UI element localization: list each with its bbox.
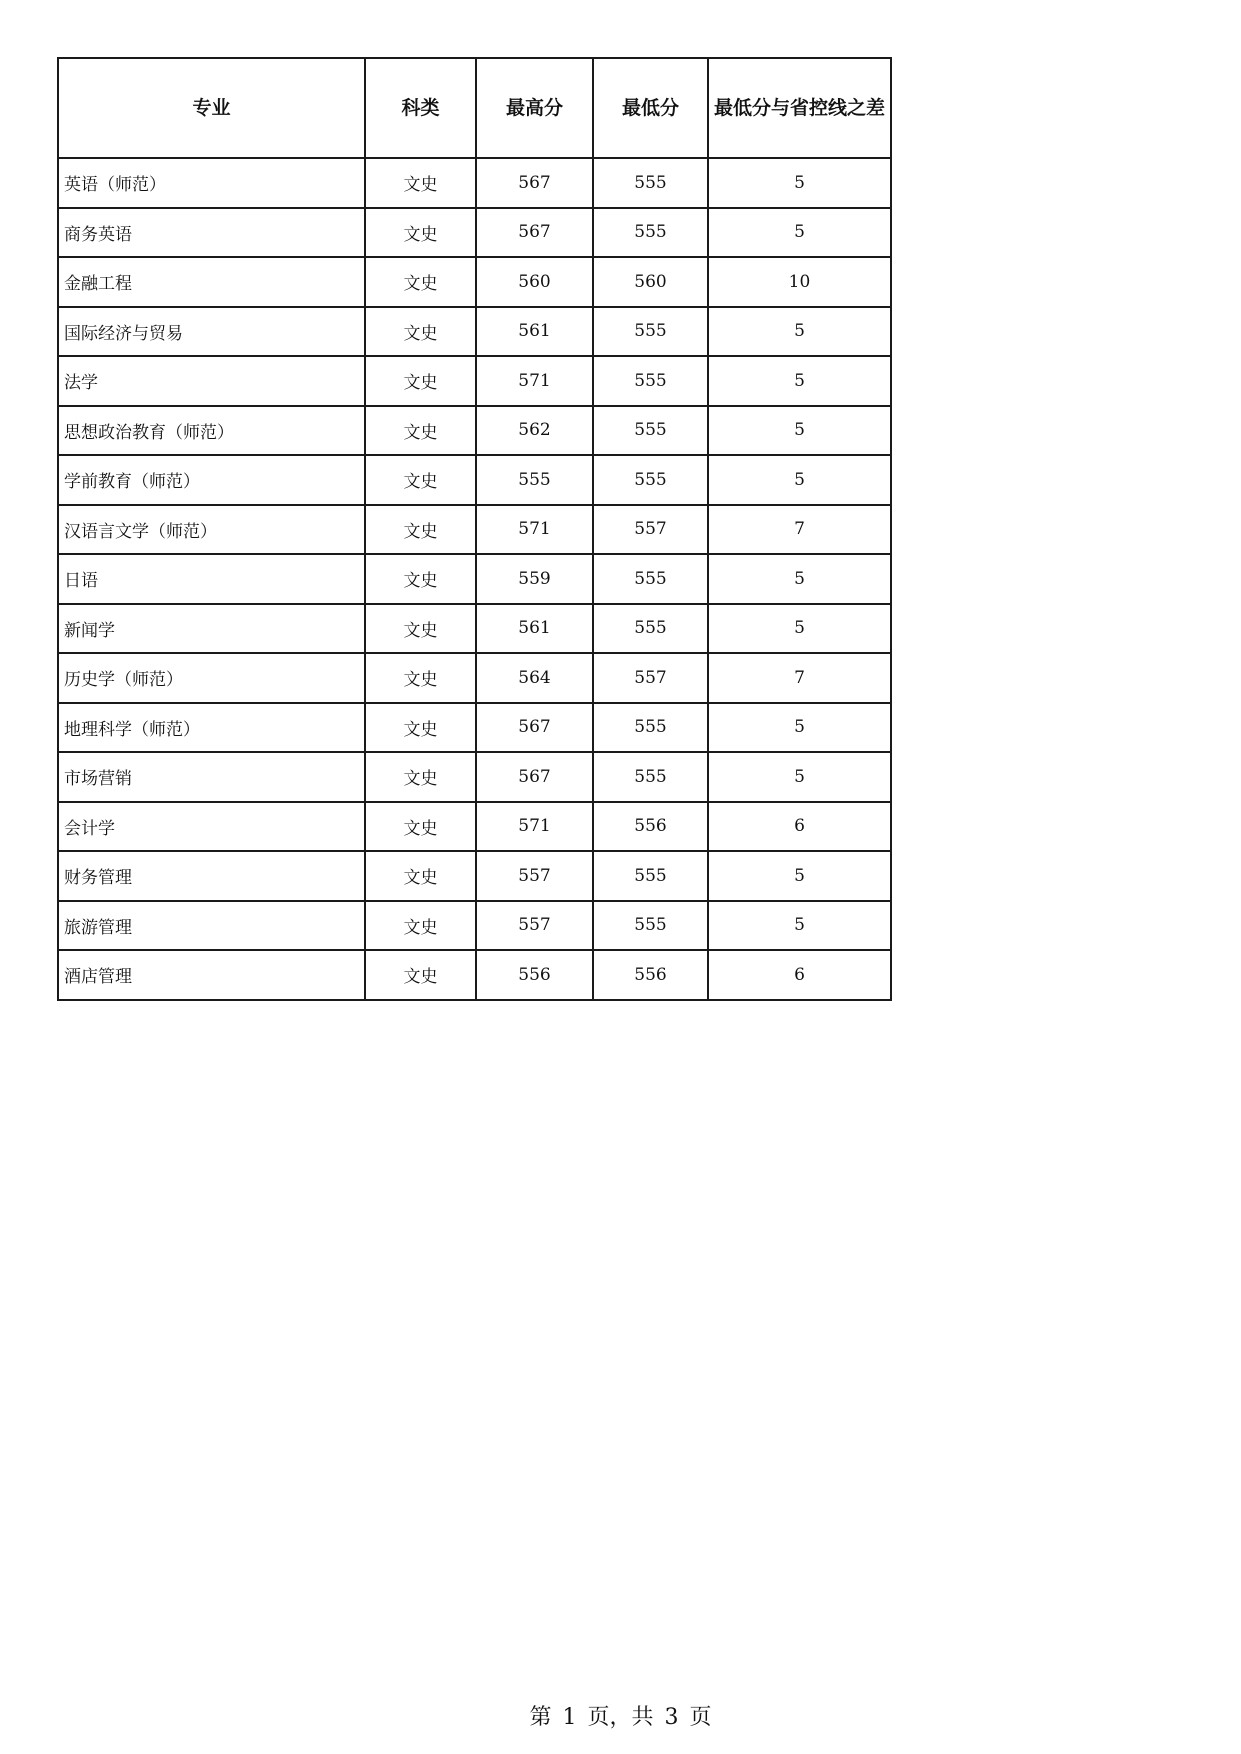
cell-diff: 5 (708, 554, 891, 604)
cell-category: 文史 (365, 554, 476, 604)
table-row (58, 554, 891, 604)
cell-category: 文史 (365, 356, 476, 406)
cell-major: 金融工程 (58, 257, 365, 307)
table-row (58, 307, 891, 357)
header-major: 专业 (58, 58, 365, 158)
cell-lowest: 560 (593, 257, 708, 307)
table-row (58, 901, 891, 951)
cell-highest: 567 (476, 703, 593, 753)
cell-major: 汉语言文学（师范） (58, 505, 365, 555)
cell-highest: 557 (476, 851, 593, 901)
cell-highest: 561 (476, 604, 593, 654)
cell-diff: 7 (708, 505, 891, 555)
table-row (58, 851, 891, 901)
table-row (58, 505, 891, 555)
cell-highest: 564 (476, 653, 593, 703)
cell-highest: 556 (476, 950, 593, 1000)
cell-major: 市场营销 (58, 752, 365, 802)
header-lowest: 最低分 (593, 58, 708, 158)
cell-major: 历史学（师范） (58, 653, 365, 703)
table-body (58, 158, 891, 1000)
cell-highest: 555 (476, 455, 593, 505)
table-row (58, 703, 891, 753)
table-row (58, 406, 891, 456)
cell-highest: 561 (476, 307, 593, 357)
table-row (58, 802, 891, 852)
cell-lowest: 557 (593, 505, 708, 555)
cell-diff: 10 (708, 257, 891, 307)
cell-category: 文史 (365, 802, 476, 852)
cell-major: 日语 (58, 554, 365, 604)
page-footer: 第 1 页，共 3 页 (529, 1705, 712, 1730)
cell-lowest: 555 (593, 901, 708, 951)
table-row (58, 257, 891, 307)
table-row (58, 455, 891, 505)
cell-category: 文史 (365, 505, 476, 555)
cell-lowest: 557 (593, 653, 708, 703)
cell-diff: 5 (708, 901, 891, 951)
cell-diff: 5 (708, 208, 891, 258)
table-row (58, 604, 891, 654)
cell-major: 学前教育（师范） (58, 455, 365, 505)
cell-highest: 559 (476, 554, 593, 604)
cell-major: 财务管理 (58, 851, 365, 901)
cell-diff: 6 (708, 950, 891, 1000)
cell-diff: 5 (708, 158, 891, 208)
cell-category: 文史 (365, 257, 476, 307)
cell-lowest: 555 (593, 356, 708, 406)
cell-diff: 5 (708, 406, 891, 456)
cell-lowest: 556 (593, 950, 708, 1000)
cell-category: 文史 (365, 653, 476, 703)
cell-category: 文史 (365, 950, 476, 1000)
cell-lowest: 555 (593, 703, 708, 753)
cell-highest: 571 (476, 356, 593, 406)
table-row (58, 950, 891, 1000)
cell-lowest: 555 (593, 307, 708, 357)
score-table (57, 57, 892, 1001)
cell-major: 酒店管理 (58, 950, 365, 1000)
header-category: 科类 (365, 58, 476, 158)
cell-highest: 560 (476, 257, 593, 307)
cell-category: 文史 (365, 851, 476, 901)
cell-lowest: 555 (593, 604, 708, 654)
cell-category: 文史 (365, 455, 476, 505)
cell-diff: 5 (708, 752, 891, 802)
cell-major: 英语（师范） (58, 158, 365, 208)
cell-lowest: 555 (593, 455, 708, 505)
cell-highest: 571 (476, 505, 593, 555)
header-row (58, 58, 891, 158)
cell-highest: 567 (476, 158, 593, 208)
cell-diff: 7 (708, 653, 891, 703)
cell-diff: 6 (708, 802, 891, 852)
cell-lowest: 555 (593, 554, 708, 604)
cell-highest: 562 (476, 406, 593, 456)
cell-category: 文史 (365, 158, 476, 208)
cell-major: 旅游管理 (58, 901, 365, 951)
cell-major: 新闻学 (58, 604, 365, 654)
cell-lowest: 555 (593, 752, 708, 802)
cell-category: 文史 (365, 752, 476, 802)
cell-diff: 5 (708, 307, 891, 357)
cell-lowest: 555 (593, 851, 708, 901)
cell-major: 国际经济与贸易 (58, 307, 365, 357)
cell-category: 文史 (365, 307, 476, 357)
cell-lowest: 555 (593, 158, 708, 208)
table-row (58, 208, 891, 258)
cell-category: 文史 (365, 406, 476, 456)
table-row (58, 752, 891, 802)
table-header (58, 58, 891, 158)
table-row (58, 158, 891, 208)
cell-lowest: 556 (593, 802, 708, 852)
table-row (58, 653, 891, 703)
cell-highest: 567 (476, 208, 593, 258)
cell-diff: 5 (708, 455, 891, 505)
header-diff: 最低分与省控线之差 (708, 58, 891, 158)
cell-major: 地理科学（师范） (58, 703, 365, 753)
table-row (58, 356, 891, 406)
cell-highest: 567 (476, 752, 593, 802)
cell-lowest: 555 (593, 208, 708, 258)
cell-diff: 5 (708, 356, 891, 406)
cell-diff: 5 (708, 851, 891, 901)
cell-lowest: 555 (593, 406, 708, 456)
cell-category: 文史 (365, 208, 476, 258)
cell-category: 文史 (365, 901, 476, 951)
cell-major: 商务英语 (58, 208, 365, 258)
header-highest: 最高分 (476, 58, 593, 158)
cell-category: 文史 (365, 703, 476, 753)
cell-highest: 571 (476, 802, 593, 852)
cell-category: 文史 (365, 604, 476, 654)
cell-highest: 557 (476, 901, 593, 951)
cell-major: 法学 (58, 356, 365, 406)
cell-diff: 5 (708, 703, 891, 753)
cell-major: 会计学 (58, 802, 365, 852)
cell-major: 思想政治教育（师范） (58, 406, 365, 456)
cell-diff: 5 (708, 604, 891, 654)
